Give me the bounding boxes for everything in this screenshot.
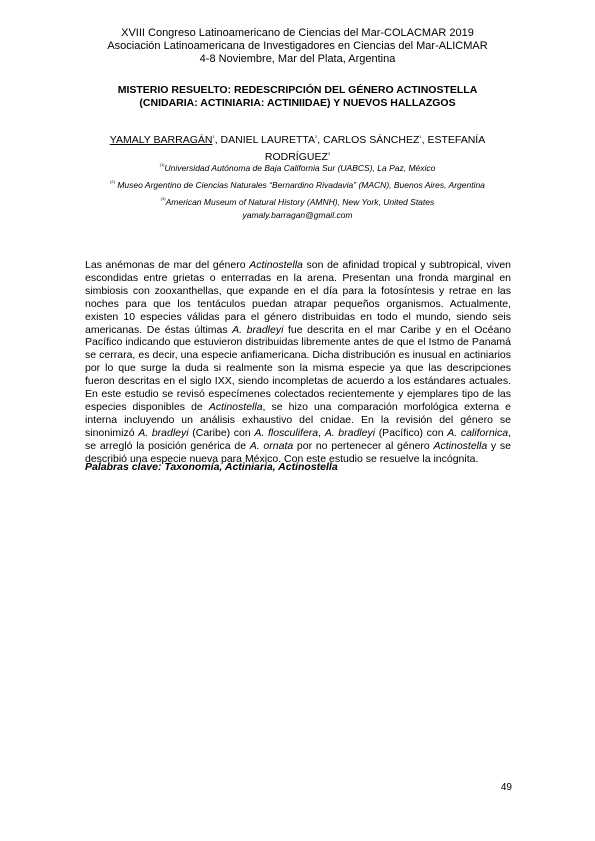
author-3: , CARLOS SÁNCHEZ — [317, 134, 420, 146]
title-line-2: (CNIDARIA: ACTINIARIA: ACTINIIDAE) Y NUEVOS HALLAZGOS — [139, 96, 456, 109]
page-number: 49 — [500, 782, 512, 793]
affiliation-2-text: Museo Argentino de Ciencias Naturales “Bernardino Rivadavia” (MACN), Buenos Aires, Argentina — [114, 180, 485, 190]
abstract-text — [85, 259, 511, 466]
author-3-mark: 1 — [419, 134, 422, 139]
genus-name: Actinostella — [208, 400, 263, 413]
affiliation-1 — [60, 158, 535, 175]
affiliation-3-text: American Museum of Natural History (AMNH), New York, United States — [165, 197, 435, 207]
conference-header — [0, 27, 595, 66]
author-4-last: RODRÍGUEZ — [264, 151, 328, 163]
species-name: A. bradleyi — [324, 426, 376, 439]
author-4-mark: 3 — [327, 151, 331, 156]
abstract-segment: por no pertenecer al género — [293, 439, 434, 452]
genus-name: Actinostella — [433, 439, 488, 452]
author-email: yamaly.barragan@gmail.com — [242, 210, 353, 220]
abstract-segment: (Caribe) con — [188, 426, 255, 439]
keywords: Palabras clave: Taxonomía, Actiniaria, Actinostella — [85, 461, 338, 473]
affiliation-1-text: Universidad Autónoma de Baja California Sur (UABCS), La Paz, México — [164, 163, 436, 173]
author-1: YAMALY BARRAGÁN — [109, 134, 213, 146]
affiliation-1-mark: (1) — [159, 162, 165, 167]
title-line-1: MISTERIO RESUELTO: REDESCRIPCIÓN DEL GÉNERO ACTINOSTELLA — [117, 84, 478, 96]
header-line-2: Asociación Latinoamericana de Investigadores en Ciencias del Mar-ALICMAR — [107, 40, 488, 52]
species-name: A. bradleyi — [138, 426, 189, 439]
abstract-segment: son de afinidad tropical y subtropical, viven escondidas entre grietas o enterradas en la arena. Presentan una fronda marginal en simbiosis con zooxanthellas, que expande en el día para la fotosíntesis y retrae en las noches para que los tentáculos puedan atrapar pequeños organismos. Actualmente, existen 10 especies válidas para el género distribuidas en todo el mundo, siendo seis americanas. De éstas últimas — [85, 259, 511, 336]
affiliation-3 — [60, 192, 535, 209]
abstract-segment: Las anémonas de mar del género — [85, 259, 250, 271]
abstract-segment: , — [318, 426, 325, 439]
affiliation-2-mark: (2) — [110, 179, 115, 184]
affiliations — [60, 158, 535, 222]
author-2: , DANIEL LAURETTA — [214, 134, 316, 146]
abstract-segment: fue descrita en el mar Caribe y en el Océano Pacífico indicando que estuvieron distribuidas libremente antes de que el Istmo de Panamá se cerrara, es decir, una especie anfiamericana. Dicha distribución es inusual en actiniarios por lo que surge la duda si realmente son la misma especie ya que las descripciones fueron descritas en el siglo IXX, siendo incompletas de acuerdo a los estándares actuales. En este estudio se revisó especímenes colectados recientemente y ejemplares tipo de las especies disponibles de — [85, 323, 512, 413]
genus-name: Actinostella — [249, 259, 303, 271]
species-name: A. bradleyi — [232, 323, 284, 336]
abstract-segment: , se arregló la posición genérica de — [85, 426, 512, 452]
species-name: A. ornata — [249, 439, 294, 452]
author-4-first: , ESTEFANÍA — [421, 134, 486, 146]
header-line-1: XVIII Congreso Latinoamericano de Ciencias del Mar-COLACMAR 2019 — [121, 27, 474, 39]
abstract-segment: (Pacífico) con — [375, 426, 448, 439]
paper-title — [60, 84, 535, 109]
affiliation-2 — [60, 175, 535, 192]
species-name: A. californica — [447, 426, 509, 439]
abstract-segment: , se hizo una comparación morfológica externa e interna incluyendo un análisis exhaustivo del cnidae. En la revisión del género se sinonimizó — [85, 400, 511, 439]
author-line-1 — [60, 130, 535, 147]
abstract-segment: y se describió una especie nueva para México. Con este estudio se resuelve la incógnita. — [85, 439, 511, 465]
species-name: A. flosculifera — [254, 426, 319, 439]
affiliation-3-mark: (3) — [160, 196, 166, 201]
author-1-mark: 1 — [212, 134, 215, 139]
header-line-3: 4-8 Noviembre, Mar del Plata, Argentina — [199, 53, 396, 65]
author-2-mark: 2 — [315, 134, 318, 139]
